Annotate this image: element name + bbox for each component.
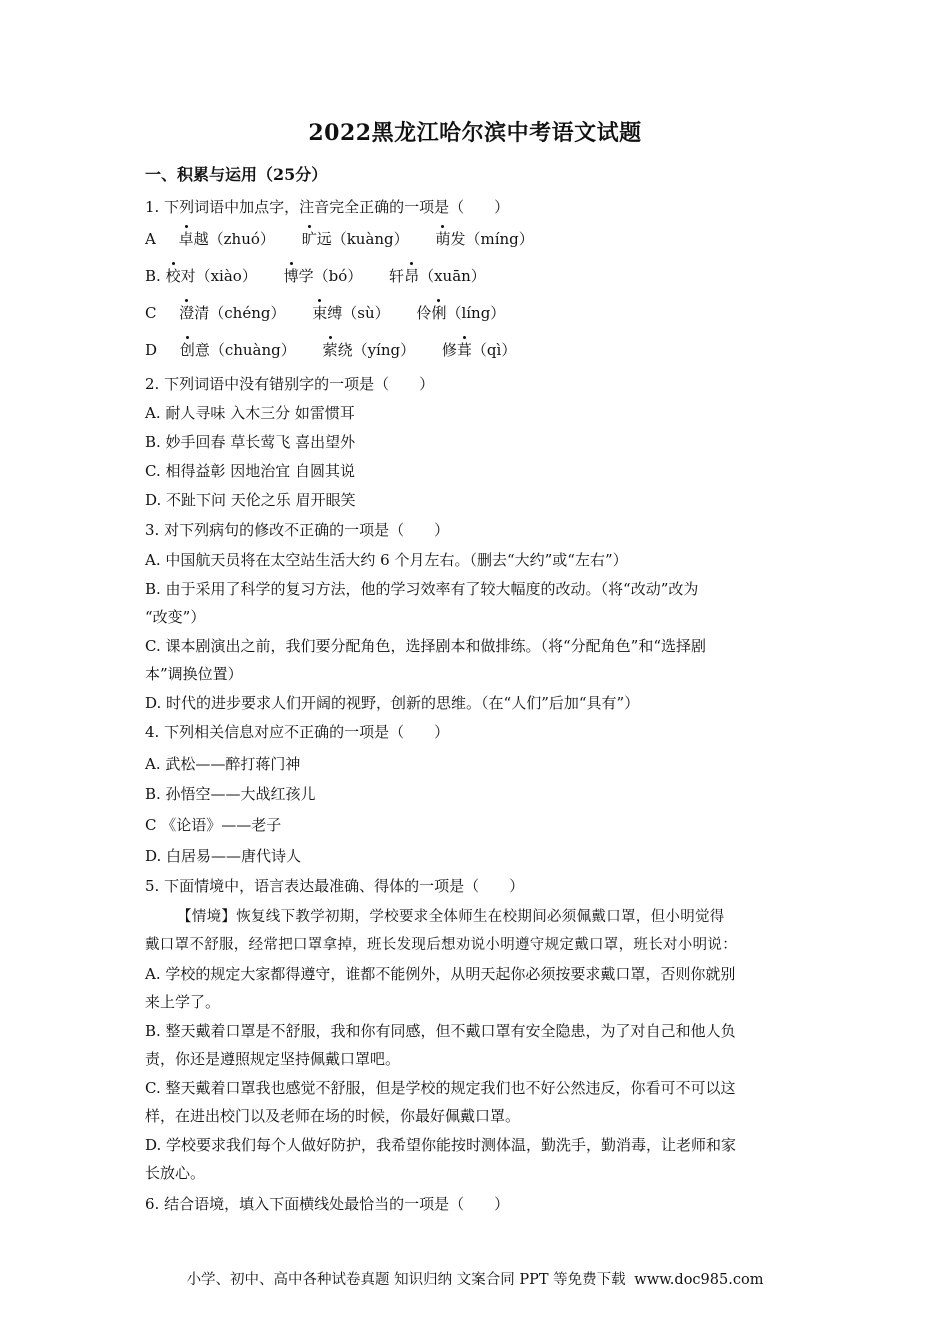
q3-option-b: B. 由于采用了科学的复习方法，他的学习效率有了较大幅度的改动。（将“改动”改为 [145,580,699,598]
q1-d-word-1: 创意（chuàng） [179,341,296,359]
q5-option-a: A. 学校的规定大家都得遵守，谁都不能例外，从明天起你必须按要求戴口罩，否则你就别 [145,965,736,983]
section-heading: 一、积累与运用（25分） [145,165,328,184]
q1-c-word-2: 束缚（sù） [312,304,390,322]
q5-option-a-cont: 来上学了。 [145,993,221,1011]
q3-option-d: D. 时代的进步要求人们开阔的视野，创新的思维。（在“人们”后加“具有”） [145,694,640,712]
q5-scenario-line-1: 【情境】恢复线下教学初期，学校要求全体师生在校期间必须佩戴口罩，但小明觉得 [177,909,725,925]
q3-option-c: C. 课本剧演出之前，我们要分配角色，选择剧本和做排练。（将“分配角色”和“选择剧 [145,637,706,655]
q1-d-word-2: 萦绕（yíng） [322,341,416,359]
q3-option-b-cont: “改变”） [145,608,206,626]
q1-c-word-1: 澄清（chéng） [179,304,286,322]
q2-option-d: D. 不趾下问 天伦之乐 眉开眼笑 [145,491,356,509]
q1-b-word-3: 轩昂（xuān） [389,267,486,285]
q1-c-word-3: 伶俐（líng） [416,304,506,322]
q1-option-c: C 澄清（chéng） 束缚（sù） 伶俐（líng） [145,304,506,322]
question-5-stem: 5. 下面情境中，语言表达最准确、得体的一项是（ ） [145,877,525,895]
q2-option-c: C. 相得益彰 因地治宜 自圆其说 [145,462,356,480]
q3-option-c-cont: 本”调换位置） [145,665,243,683]
footer-text: 小学、初中、高中各种试卷真题 知识归纳 文案合同 PPT 等免费下载 [186,1272,626,1288]
q3-option-a: A. 中国航天员将在太空站生活大约 6 个月左右。（删去“大约”或“左右”） [145,551,628,569]
q1-option-d: D 创意（chuàng） 萦绕（yíng） 修葺（qì） [145,341,517,359]
question-6-stem: 6. 结合语境，填入下面横线处最恰当的一项是（ ） [145,1195,510,1213]
q4-option-a: A. 武松——醉打蒋门神 [145,755,301,773]
page-footer [0,1268,950,1289]
q5-scenario-line-2: 戴口罩不舒服，经常把口罩拿掉，班长发现后想劝说小明遵守规定戴口罩，班长对小明说： [145,937,737,953]
q5-option-d: D. 学校要求我们每个人做好防护，我希望你能按时测体温，勤洗手，勤消毒，让老师和家 [145,1136,737,1154]
q5-option-c-cont: 样，在进出校门以及老师在场的时候，你最好佩戴口罩。 [145,1107,521,1125]
page-title: 2022黑龙江哈尔滨中考语文试题 [308,120,642,146]
q4-option-d: D. 白居易——唐代诗人 [145,847,302,865]
q1-b-word-2: 博学（bó） [283,267,363,285]
q2-option-a: A. 耐人寻味 入木三分 如雷惯耳 [145,404,355,422]
q5-option-c: C. 整天戴着口罩我也感觉不舒服，但是学校的规定我们也不好公然违反，你看可不可以这 [145,1079,736,1097]
q1-a-word-2: 旷远（kuàng） [301,230,409,248]
q1-a-word-3: 萌发（míng） [435,230,534,248]
q4-option-b: B. 孙悟空——大战红孩儿 [145,785,316,803]
question-2-stem: 2. 下列词语中没有错别字的一项是（ ） [145,375,435,393]
q1-b-word-1: 校对（xiào） [165,267,257,285]
q5-option-b-cont: 责，你还是遵照规定坚持佩戴口罩吧。 [145,1050,401,1068]
q1-option-a: A 卓越（zhuó） 旷远（kuàng） 萌发（míng） [145,230,534,248]
footer-url[interactable]: www.doc985.com [634,1272,764,1288]
question-1-stem: 1. 下列词语中加点字，注音完全正确的一项是（ ） [145,198,510,216]
question-3-stem: 3. 对下列病句的修改不正确的一项是（ ） [145,521,450,539]
q5-option-d-cont: 长放心。 [145,1164,206,1182]
q5-option-b: B. 整天戴着口罩是不舒服，我和你有同感，但不戴口罩有安全隐患，为了对自己和他人负 [145,1022,736,1040]
q1-a-word-1: 卓越（zhuó） [178,230,275,248]
q4-option-c: C 《论语》——老子 [145,816,282,834]
question-4-stem: 4. 下列相关信息对应不正确的一项是（ ） [145,723,450,741]
q1-d-word-3: 修葺（qì） [441,341,517,359]
q2-option-b: B. 妙手回春 草长莺飞 喜出望外 [145,433,356,451]
q1-option-b: B. 校对（xiào） 博学（bó） 轩昂（xuān） [145,267,486,285]
